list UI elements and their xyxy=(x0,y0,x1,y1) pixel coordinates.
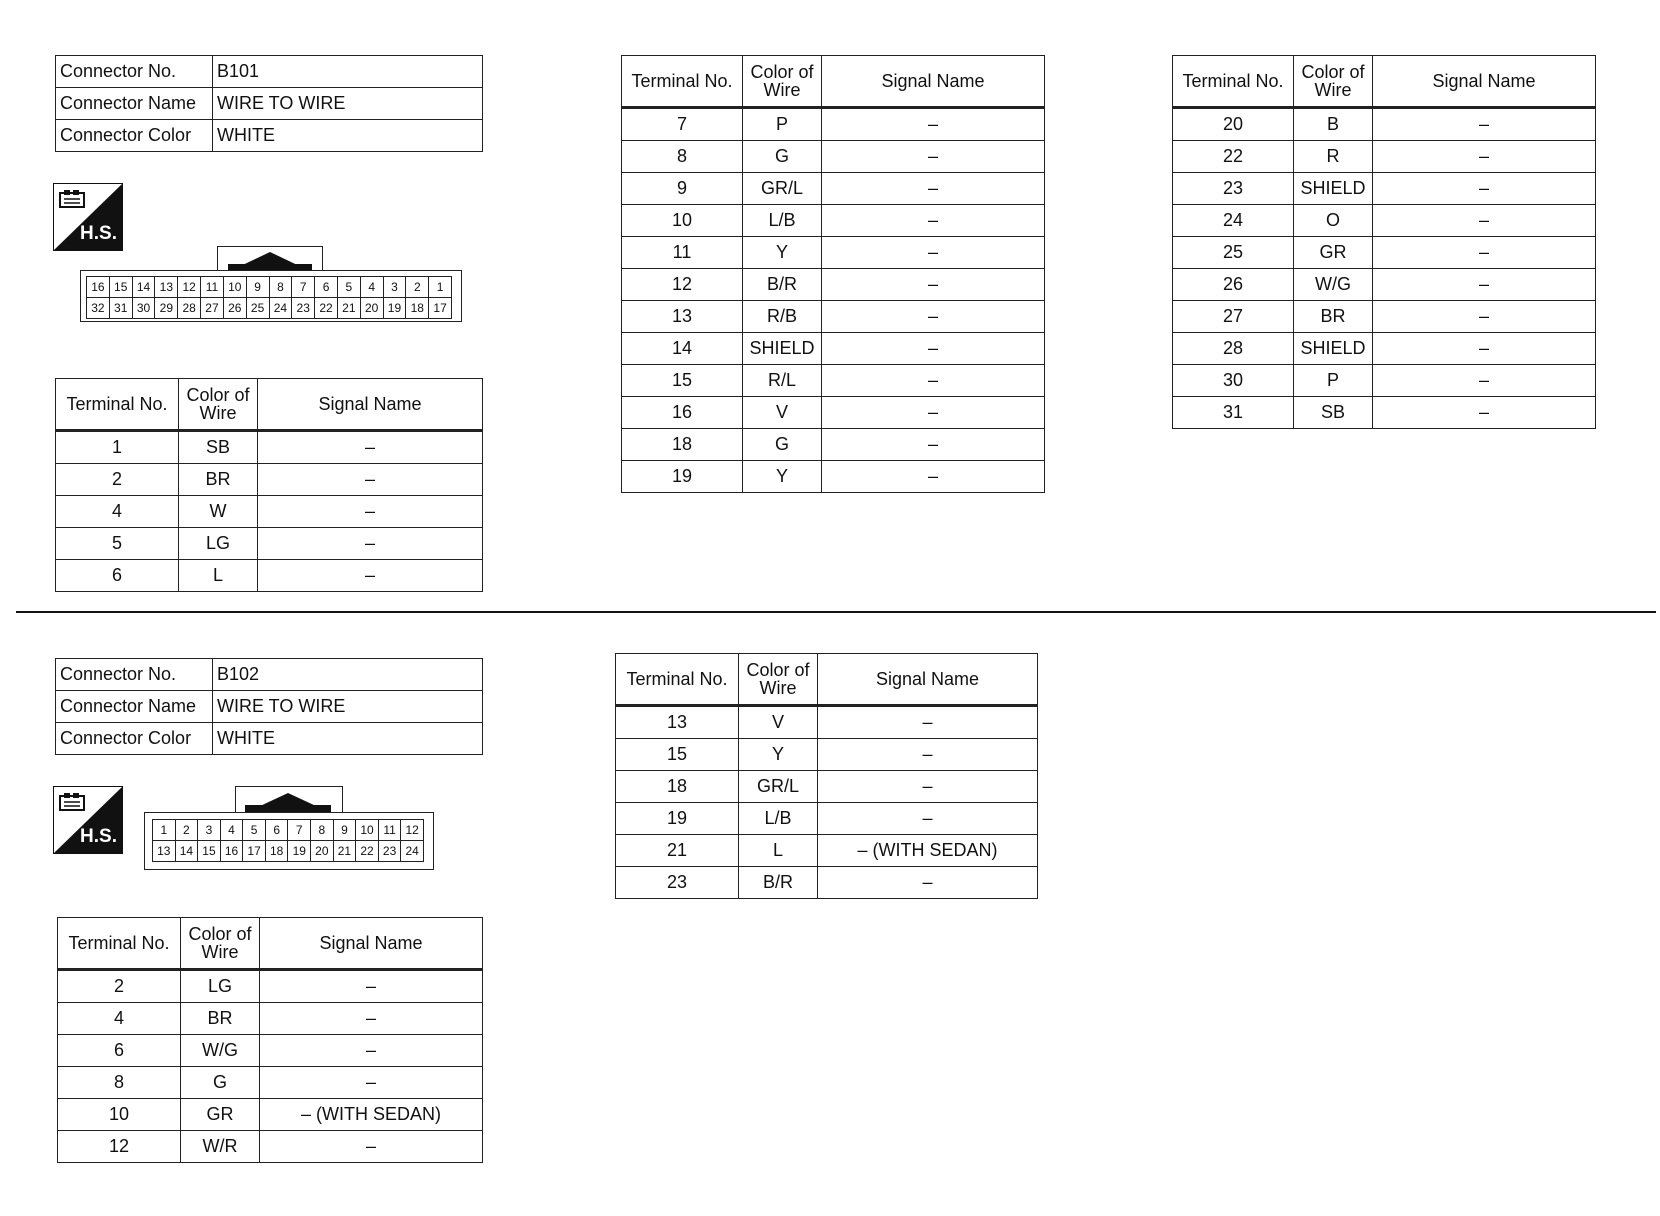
table-row xyxy=(622,108,1045,141)
connector-pin: 7 xyxy=(292,277,315,298)
signal-name-cell: – xyxy=(822,237,1045,269)
signal-name-cell: – xyxy=(822,365,1045,397)
table-row xyxy=(56,464,483,496)
b102-terminal-table-1 xyxy=(57,917,483,1163)
terminal-no-cell: 22 xyxy=(1173,141,1294,173)
connector-pin: 21 xyxy=(337,298,360,319)
terminal-no-cell: 4 xyxy=(56,496,179,528)
terminal-no-cell: 7 xyxy=(622,108,743,141)
connector-name-value: WIRE TO WIRE xyxy=(213,691,483,723)
wire-color-cell: B/R xyxy=(739,867,818,899)
connector-pin: 13 xyxy=(155,277,178,298)
terminal-no-cell: 2 xyxy=(56,464,179,496)
table-row xyxy=(58,1003,483,1035)
signal-name-cell: – xyxy=(258,560,483,592)
signal-name-cell: – xyxy=(818,771,1038,803)
table-row xyxy=(58,970,483,1003)
wire-color-cell: R/B xyxy=(743,301,822,333)
connector-color-label: Connector Color xyxy=(56,120,213,152)
signal-name-cell: – xyxy=(822,333,1045,365)
terminal-no-cell: 13 xyxy=(622,301,743,333)
b101-terminal-table-2 xyxy=(621,55,1045,493)
connector-pin: 31 xyxy=(109,298,132,319)
signal-name-cell: – xyxy=(258,431,483,464)
wire-color-cell: G xyxy=(743,141,822,173)
terminal-no-cell: 5 xyxy=(56,528,179,560)
connector-pin: 16 xyxy=(220,841,243,862)
signal-name-cell: – xyxy=(1373,333,1596,365)
wire-color-cell: R xyxy=(1294,141,1373,173)
wire-color-cell: L xyxy=(179,560,258,592)
connector-key-icon xyxy=(228,252,312,272)
table-row xyxy=(58,1067,483,1099)
connector-key-icon xyxy=(245,793,331,813)
terminal-no-cell: 23 xyxy=(1173,173,1294,205)
connector-pin: 3 xyxy=(198,820,221,841)
hs-symbol-icon xyxy=(53,786,123,854)
terminal-no-cell: 26 xyxy=(1173,269,1294,301)
table-row xyxy=(622,365,1045,397)
connector-pin: 9 xyxy=(333,820,356,841)
terminal-no-cell: 8 xyxy=(622,141,743,173)
connector-no-label: Connector No. xyxy=(56,659,213,691)
connector-pin: 14 xyxy=(175,841,198,862)
terminal-no-header: Terminal No. xyxy=(622,56,743,108)
signal-name-cell: – xyxy=(1373,108,1596,141)
table-row xyxy=(56,431,483,464)
connector-pin: 29 xyxy=(155,298,178,319)
wire-color-cell: BR xyxy=(181,1003,260,1035)
signal-name-header: Signal Name xyxy=(1373,56,1596,108)
wire-color-cell: SHIELD xyxy=(743,333,822,365)
connector-pin: 13 xyxy=(153,841,176,862)
connector-pin: 5 xyxy=(243,820,266,841)
terminal-no-cell: 18 xyxy=(616,771,739,803)
signal-name-cell: – xyxy=(818,867,1038,899)
connector-pin: 24 xyxy=(401,841,424,862)
connector-no-value: B101 xyxy=(213,56,483,88)
terminal-no-header: Terminal No. xyxy=(616,654,739,706)
connector-pin: 22 xyxy=(315,298,338,319)
harness-connector-icon xyxy=(59,792,85,814)
color-of-wire-header: Color of Wire xyxy=(181,918,260,970)
table-row xyxy=(1173,205,1596,237)
terminal-no-cell: 25 xyxy=(1173,237,1294,269)
connector-pin: 5 xyxy=(337,277,360,298)
table-row xyxy=(616,803,1038,835)
signal-name-cell: – xyxy=(818,739,1038,771)
wire-color-cell: L/B xyxy=(743,205,822,237)
table-row xyxy=(616,739,1038,771)
connector-pin: 18 xyxy=(265,841,288,862)
terminal-no-header: Terminal No. xyxy=(58,918,181,970)
table-row xyxy=(56,528,483,560)
signal-name-cell: – xyxy=(258,496,483,528)
terminal-no-cell: 19 xyxy=(616,803,739,835)
connector-pin: 15 xyxy=(109,277,132,298)
wire-color-cell: Y xyxy=(743,237,822,269)
b101-terminal-table-1 xyxy=(55,378,483,592)
table-row xyxy=(1173,333,1596,365)
table-row xyxy=(1173,173,1596,205)
signal-name-cell: – xyxy=(1373,365,1596,397)
terminal-no-cell: 24 xyxy=(1173,205,1294,237)
table-row xyxy=(1173,141,1596,173)
wire-color-cell: GR xyxy=(181,1099,260,1131)
table-row xyxy=(616,706,1038,739)
terminal-no-cell: 2 xyxy=(58,970,181,1003)
table-row xyxy=(622,173,1045,205)
table-row xyxy=(622,333,1045,365)
connector-pin: 7 xyxy=(288,820,311,841)
wire-color-cell: GR/L xyxy=(739,771,818,803)
wire-color-cell: GR xyxy=(1294,237,1373,269)
table-row xyxy=(1173,365,1596,397)
connector-pin: 8 xyxy=(269,277,292,298)
signal-name-cell: – (WITH SEDAN) xyxy=(818,835,1038,867)
connector-pin: 22 xyxy=(356,841,379,862)
terminal-no-cell: 11 xyxy=(622,237,743,269)
connector-pin: 20 xyxy=(360,298,383,319)
terminal-no-cell: 31 xyxy=(1173,397,1294,429)
table-row xyxy=(1173,108,1596,141)
color-of-wire-header: Color of Wire xyxy=(743,56,822,108)
signal-name-cell: – xyxy=(260,1035,483,1067)
color-of-wire-header: Color of Wire xyxy=(739,654,818,706)
connector-pin: 1 xyxy=(153,820,176,841)
wire-color-cell: G xyxy=(181,1067,260,1099)
connector-pin: 16 xyxy=(87,277,110,298)
signal-name-cell: – xyxy=(818,803,1038,835)
connector-color-value: WHITE xyxy=(213,120,483,152)
wire-color-cell: R/L xyxy=(743,365,822,397)
terminal-no-cell: 8 xyxy=(58,1067,181,1099)
signal-name-header: Signal Name xyxy=(818,654,1038,706)
connector-color-value: WHITE xyxy=(213,723,483,755)
connector-pin: 4 xyxy=(220,820,243,841)
connector-color-label: Connector Color xyxy=(56,723,213,755)
connector-pin: 14 xyxy=(132,277,155,298)
connector-pin: 24 xyxy=(269,298,292,319)
connector-pin: 11 xyxy=(378,820,401,841)
terminal-no-cell: 30 xyxy=(1173,365,1294,397)
terminal-no-cell: 12 xyxy=(58,1131,181,1163)
wire-color-cell: LG xyxy=(179,528,258,560)
terminal-no-cell: 15 xyxy=(616,739,739,771)
terminal-no-cell: 20 xyxy=(1173,108,1294,141)
signal-name-cell: – xyxy=(1373,269,1596,301)
table-row xyxy=(1173,301,1596,333)
section-divider xyxy=(16,611,1656,613)
wire-color-cell: GR/L xyxy=(743,173,822,205)
connector-pin: 21 xyxy=(333,841,356,862)
connector-pin: 10 xyxy=(223,277,246,298)
connector-pin: 19 xyxy=(383,298,406,319)
table-row xyxy=(1173,237,1596,269)
terminal-no-cell: 6 xyxy=(58,1035,181,1067)
wire-color-cell: SHIELD xyxy=(1294,173,1373,205)
terminal-no-cell: 6 xyxy=(56,560,179,592)
b101-info-table xyxy=(55,55,483,152)
connector-pin: 8 xyxy=(311,820,334,841)
wire-color-cell: L/B xyxy=(739,803,818,835)
terminal-no-cell: 28 xyxy=(1173,333,1294,365)
terminal-no-cell: 27 xyxy=(1173,301,1294,333)
signal-name-cell: – xyxy=(1373,205,1596,237)
wire-color-cell: B/R xyxy=(743,269,822,301)
signal-name-cell: – (WITH SEDAN) xyxy=(260,1099,483,1131)
b101-pin-grid xyxy=(86,276,452,319)
signal-name-header: Signal Name xyxy=(258,379,483,431)
wire-color-cell: BR xyxy=(179,464,258,496)
terminal-no-header: Terminal No. xyxy=(1173,56,1294,108)
connector-pin: 2 xyxy=(406,277,429,298)
wire-color-cell: LG xyxy=(181,970,260,1003)
signal-name-cell: – xyxy=(822,173,1045,205)
signal-name-cell: – xyxy=(1373,397,1596,429)
signal-name-cell: – xyxy=(822,269,1045,301)
wire-color-cell: SHIELD xyxy=(1294,333,1373,365)
wire-color-cell: V xyxy=(743,397,822,429)
connector-pin: 25 xyxy=(246,298,269,319)
b102-terminal-table-2 xyxy=(615,653,1038,899)
wire-color-cell: W xyxy=(179,496,258,528)
terminal-no-cell: 10 xyxy=(622,205,743,237)
terminal-no-cell: 12 xyxy=(622,269,743,301)
connector-pin: 30 xyxy=(132,298,155,319)
signal-name-cell: – xyxy=(1373,301,1596,333)
b102-info-table xyxy=(55,658,483,755)
wire-color-cell: P xyxy=(743,108,822,141)
terminal-no-cell: 9 xyxy=(622,173,743,205)
wire-color-cell: W/G xyxy=(1294,269,1373,301)
terminal-no-cell: 23 xyxy=(616,867,739,899)
harness-connector-icon xyxy=(59,189,85,211)
terminal-no-cell: 13 xyxy=(616,706,739,739)
connector-pin: 12 xyxy=(401,820,424,841)
table-row xyxy=(58,1099,483,1131)
connector-pin: 18 xyxy=(406,298,429,319)
table-row xyxy=(1173,269,1596,301)
connector-name-label: Connector Name xyxy=(56,691,213,723)
wire-color-cell: Y xyxy=(743,461,822,493)
connector-pin: 23 xyxy=(292,298,315,319)
color-of-wire-header: Color of Wire xyxy=(1294,56,1373,108)
table-row xyxy=(622,397,1045,429)
table-row xyxy=(622,461,1045,493)
terminal-no-cell: 1 xyxy=(56,431,179,464)
connector-pin: 3 xyxy=(383,277,406,298)
connector-pin: 6 xyxy=(315,277,338,298)
connector-pin: 2 xyxy=(175,820,198,841)
connector-pin: 10 xyxy=(356,820,379,841)
signal-name-cell: – xyxy=(1373,141,1596,173)
connector-no-label: Connector No. xyxy=(56,56,213,88)
wire-color-cell: SB xyxy=(1294,397,1373,429)
connector-name-value: WIRE TO WIRE xyxy=(213,88,483,120)
table-row xyxy=(616,835,1038,867)
b102-pin-grid xyxy=(152,819,424,862)
hs-label: H.S. xyxy=(80,223,117,244)
wire-color-cell: P xyxy=(1294,365,1373,397)
wire-color-cell: O xyxy=(1294,205,1373,237)
wire-color-cell: W/G xyxy=(181,1035,260,1067)
signal-name-cell: – xyxy=(1373,237,1596,269)
wire-color-cell: W/R xyxy=(181,1131,260,1163)
wire-color-cell: L xyxy=(739,835,818,867)
connector-pin: 1 xyxy=(429,277,452,298)
wire-color-cell: G xyxy=(743,429,822,461)
signal-name-cell: – xyxy=(260,1067,483,1099)
signal-name-cell: – xyxy=(822,205,1045,237)
connector-pin: 17 xyxy=(243,841,266,862)
connector-pin: 6 xyxy=(265,820,288,841)
signal-name-cell: – xyxy=(822,301,1045,333)
terminal-no-cell: 21 xyxy=(616,835,739,867)
signal-name-cell: – xyxy=(260,970,483,1003)
color-of-wire-header: Color of Wire xyxy=(179,379,258,431)
terminal-no-cell: 19 xyxy=(622,461,743,493)
terminal-no-cell: 18 xyxy=(622,429,743,461)
wire-color-cell: SB xyxy=(179,431,258,464)
connector-pin: 9 xyxy=(246,277,269,298)
signal-name-cell: – xyxy=(822,429,1045,461)
table-row xyxy=(622,429,1045,461)
connector-pin: 28 xyxy=(178,298,201,319)
signal-name-cell: – xyxy=(1373,173,1596,205)
connector-pin: 12 xyxy=(178,277,201,298)
wire-color-cell: Y xyxy=(739,739,818,771)
wire-color-cell: BR xyxy=(1294,301,1373,333)
terminal-no-cell: 10 xyxy=(58,1099,181,1131)
connector-pin: 15 xyxy=(198,841,221,862)
table-row xyxy=(622,269,1045,301)
connector-pin: 27 xyxy=(201,298,224,319)
table-row xyxy=(616,771,1038,803)
table-row xyxy=(58,1131,483,1163)
terminal-no-cell: 15 xyxy=(622,365,743,397)
table-row xyxy=(1173,397,1596,429)
connector-pin: 26 xyxy=(223,298,246,319)
signal-name-cell: – xyxy=(260,1003,483,1035)
signal-name-cell: – xyxy=(822,141,1045,173)
wire-color-cell: B xyxy=(1294,108,1373,141)
connector-pin: 20 xyxy=(311,841,334,862)
table-row xyxy=(616,867,1038,899)
table-row xyxy=(622,141,1045,173)
connector-pin: 23 xyxy=(378,841,401,862)
table-row xyxy=(56,560,483,592)
hs-label: H.S. xyxy=(80,826,117,847)
connector-name-label: Connector Name xyxy=(56,88,213,120)
signal-name-header: Signal Name xyxy=(260,918,483,970)
signal-name-cell: – xyxy=(822,108,1045,141)
connector-pin: 4 xyxy=(360,277,383,298)
b101-terminal-table-3 xyxy=(1172,55,1596,429)
connector-pin: 32 xyxy=(87,298,110,319)
signal-name-cell: – xyxy=(822,461,1045,493)
connector-pin: 19 xyxy=(288,841,311,862)
table-row xyxy=(622,205,1045,237)
wire-color-cell: V xyxy=(739,706,818,739)
terminal-no-header: Terminal No. xyxy=(56,379,179,431)
connector-pin: 17 xyxy=(429,298,452,319)
table-row xyxy=(58,1035,483,1067)
hs-symbol-icon xyxy=(53,183,123,251)
signal-name-cell: – xyxy=(258,528,483,560)
connector-no-value: B102 xyxy=(213,659,483,691)
table-row xyxy=(622,301,1045,333)
signal-name-cell: – xyxy=(260,1131,483,1163)
terminal-no-cell: 4 xyxy=(58,1003,181,1035)
signal-name-header: Signal Name xyxy=(822,56,1045,108)
signal-name-cell: – xyxy=(822,397,1045,429)
table-row xyxy=(56,496,483,528)
connector-pin: 11 xyxy=(201,277,224,298)
signal-name-cell: – xyxy=(258,464,483,496)
signal-name-cell: – xyxy=(818,706,1038,739)
terminal-no-cell: 16 xyxy=(622,397,743,429)
table-row xyxy=(622,237,1045,269)
terminal-no-cell: 14 xyxy=(622,333,743,365)
